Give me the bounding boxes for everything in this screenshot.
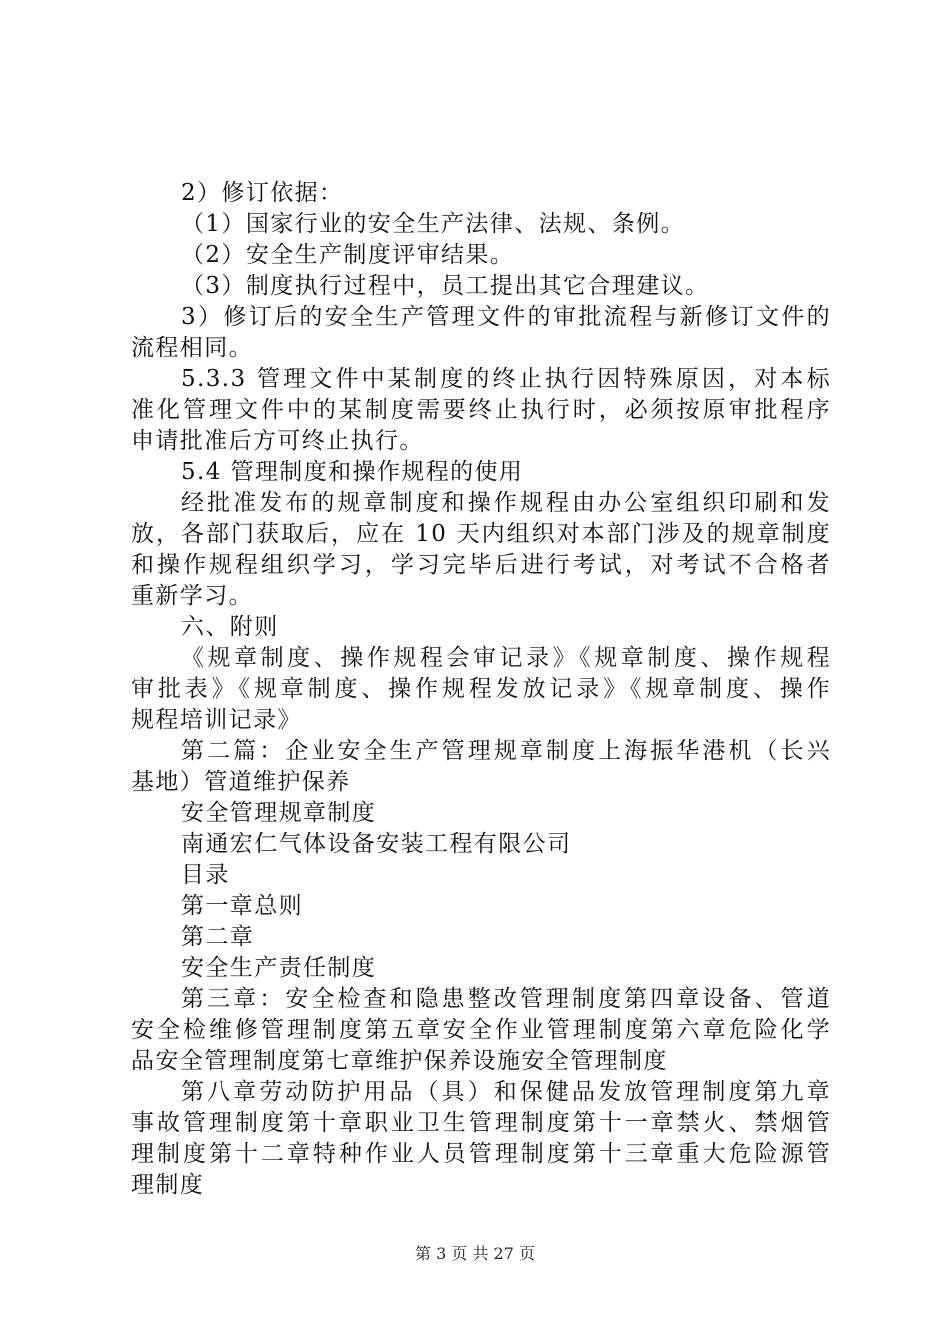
text-line: 安全生产责任制度: [181, 955, 377, 981]
text-line: 理制度第十二章特种作业人员管理制度第十三章重大危险源管: [131, 1141, 831, 1167]
text-line: 安全管理规章制度: [181, 800, 377, 826]
text-line: 2）修订依据：: [181, 180, 344, 206]
text-line: 《规章制度、操作规程会审记录》《规章制度、操作规程: [181, 645, 831, 671]
page-number: 第 3 页 共 27 页: [415, 1244, 535, 1263]
text-line: （3）制度执行过程中，员工提出其它合理建议。: [181, 273, 710, 299]
text-line: 基地）管道维护保养: [131, 769, 351, 795]
text-line: 重新学习。: [131, 583, 253, 609]
text-line: 审批表》《规章制度、操作规程发放记录》《规章制度、操作: [131, 676, 831, 702]
text-line: 理制度: [131, 1172, 205, 1198]
text-line: 规程培训记录》: [131, 707, 302, 733]
text-line: 第二篇：企业安全生产管理规章制度上海振华港机（长兴: [181, 738, 831, 764]
text-line: （2）安全生产制度评审结果。: [181, 242, 515, 268]
text-line: 第三章：安全检查和隐患整改管理制度第四章设备、管道: [181, 986, 831, 1012]
text-line: 目录: [181, 862, 230, 888]
text-line: 品安全管理制度第七章维护保养设施安全管理制度: [131, 1048, 668, 1074]
text-line: 3）修订后的安全生产管理文件的审批流程与新修订文件的: [181, 304, 831, 330]
text-line: 事故管理制度第十章职业卫生管理制度第十一章禁火、禁烟管: [131, 1110, 831, 1136]
text-line: 5.3.3 管理文件中某制度的终止执行因特殊原因，对本标: [181, 366, 831, 392]
text-line: 第一章总则: [181, 893, 303, 919]
text-line: 申请批准后方可终止执行。: [131, 428, 424, 454]
text-line: （1）国家行业的安全生产法律、法规、条例。: [181, 211, 686, 237]
text-line: 经批准发布的规章制度和操作规程由办公室组织印刷和发: [181, 490, 831, 516]
text-line: 南通宏仁气体设备安装工程有限公司: [181, 831, 572, 857]
section-heading: 5.4 管理制度和操作规程的使用: [181, 459, 524, 485]
text-line: 流程相同。: [131, 335, 253, 361]
text-line: 第二章: [181, 924, 255, 950]
section-heading: 六、附则: [181, 614, 279, 640]
text-line: 第八章劳动防护用品（具）和保健品发放管理制度第九章: [181, 1079, 831, 1105]
text-line: 安全检维修管理制度第五章安全作业管理制度第六章危险化学: [131, 1017, 831, 1043]
text-line: 准化管理文件中的某制度需要终止执行时，必须按原审批程序: [131, 397, 831, 423]
text-line: 放，各部门获取后，应在 10 天内组织对本部门涉及的规章制度: [131, 521, 831, 547]
text-line: 和操作规程组织学习，学习完毕后进行考试，对考试不合格者: [131, 552, 831, 578]
